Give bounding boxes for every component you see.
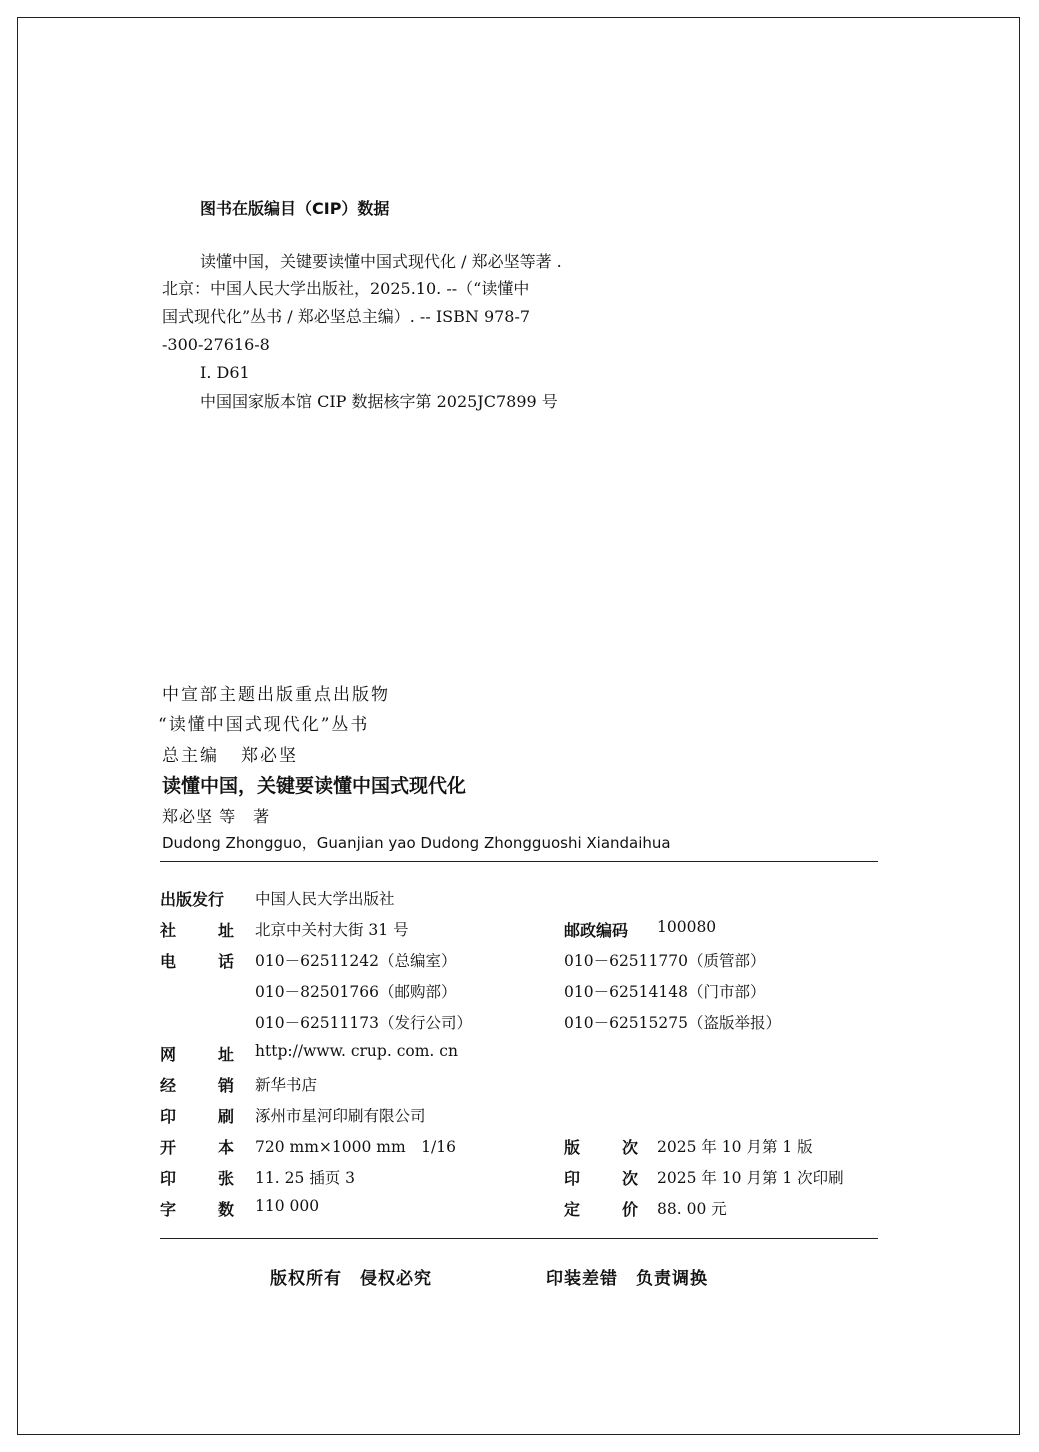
format-value: 720 mm×1000 mm 1/16 <box>255 1138 456 1156</box>
edition-label: 版 次 <box>564 1138 638 1157</box>
phone-left-2: 010－82501766（邮购部） <box>255 983 457 1001</box>
cip-line-3: 国式现代化”丛书 / 郑必坚总主编）. -- ISBN 978-7 <box>162 307 531 326</box>
distributor-value: 新华书店 <box>255 1076 318 1094</box>
web-value: http://www. crup. com. cn <box>255 1042 458 1060</box>
binding-error-notice: 印装差错 负责调换 <box>546 1269 708 1289</box>
cip-line-1: 读懂中国，关键要读懂中国式现代化 / 郑必坚等著 . <box>200 252 562 271</box>
printer-value: 涿州市星河印刷有限公司 <box>255 1107 426 1125</box>
series-editor <box>162 741 298 766</box>
phone-right-2: 010－62514148（门市部） <box>564 983 766 1001</box>
cip-registration: 中国国家版本馆 CIP 数据核字第 2025JC7899 号 <box>200 392 558 411</box>
phone-right-1: 010－62511770（质管部） <box>564 952 766 970</box>
book-pinyin-title: Dudong Zhongguo，Guanjian yao Dudong Zhongguoshi Xiandaihua <box>162 834 671 852</box>
cip-heading: 图书在版编目（CIP）数据 <box>200 199 390 218</box>
postcode-label: 邮政编码 <box>564 921 629 940</box>
phone-label: 电 话 <box>160 952 234 971</box>
bottom-rule <box>160 1238 878 1239</box>
postcode-value: 100080 <box>657 918 717 936</box>
series-line-2: “读懂中国式现代化”丛书 <box>158 715 370 735</box>
phone-left-1: 010－62511242（总编室） <box>255 952 457 970</box>
phone-left-3: 010－62511173（发行公司） <box>255 1014 472 1032</box>
printing-value: 2025 年 10 月第 1 次印刷 <box>657 1169 844 1187</box>
cip-line-2: 北京：中国人民大学出版社，2025.10. --（“读懂中 <box>162 279 530 298</box>
book-title: 读懂中国，关键要读懂中国式现代化 <box>162 775 467 797</box>
format-label: 开 本 <box>160 1138 234 1157</box>
book-authors: 郑必坚 等 著 <box>162 807 271 826</box>
series-line-1: 中宣部主题出版重点出版物 <box>162 685 390 705</box>
price-value: 88. 00 元 <box>657 1200 727 1218</box>
publisher-label: 出版发行 <box>160 890 225 909</box>
series-editor-label: 总主编 <box>162 746 219 766</box>
cip-line-4: -300-27616-8 <box>162 335 270 354</box>
sheets-label: 印 张 <box>160 1169 234 1188</box>
phone-right-3: 010－62515275（盗版举报） <box>564 1014 781 1032</box>
series-editor-name: 郑必坚 <box>241 746 298 766</box>
top-rule <box>160 861 878 862</box>
publisher-value: 中国人民大学出版社 <box>255 890 395 908</box>
copyright-notice: 版权所有 侵权必究 <box>270 1269 432 1289</box>
printing-label: 印 次 <box>564 1169 638 1188</box>
printer-label: 印 刷 <box>160 1107 234 1126</box>
price-label: 定 价 <box>564 1200 638 1219</box>
words-value: 110 000 <box>255 1197 320 1215</box>
edition-value: 2025 年 10 月第 1 版 <box>657 1138 813 1156</box>
cip-classification: Ⅰ. D61 <box>200 363 250 382</box>
web-label: 网 址 <box>160 1045 234 1064</box>
address-label: 社 址 <box>160 921 234 940</box>
sheets-value: 11. 25 插页 3 <box>255 1169 356 1187</box>
address-value: 北京中关村大街 31 号 <box>255 921 409 939</box>
words-label: 字 数 <box>160 1200 234 1219</box>
distributor-label: 经 销 <box>160 1076 234 1095</box>
